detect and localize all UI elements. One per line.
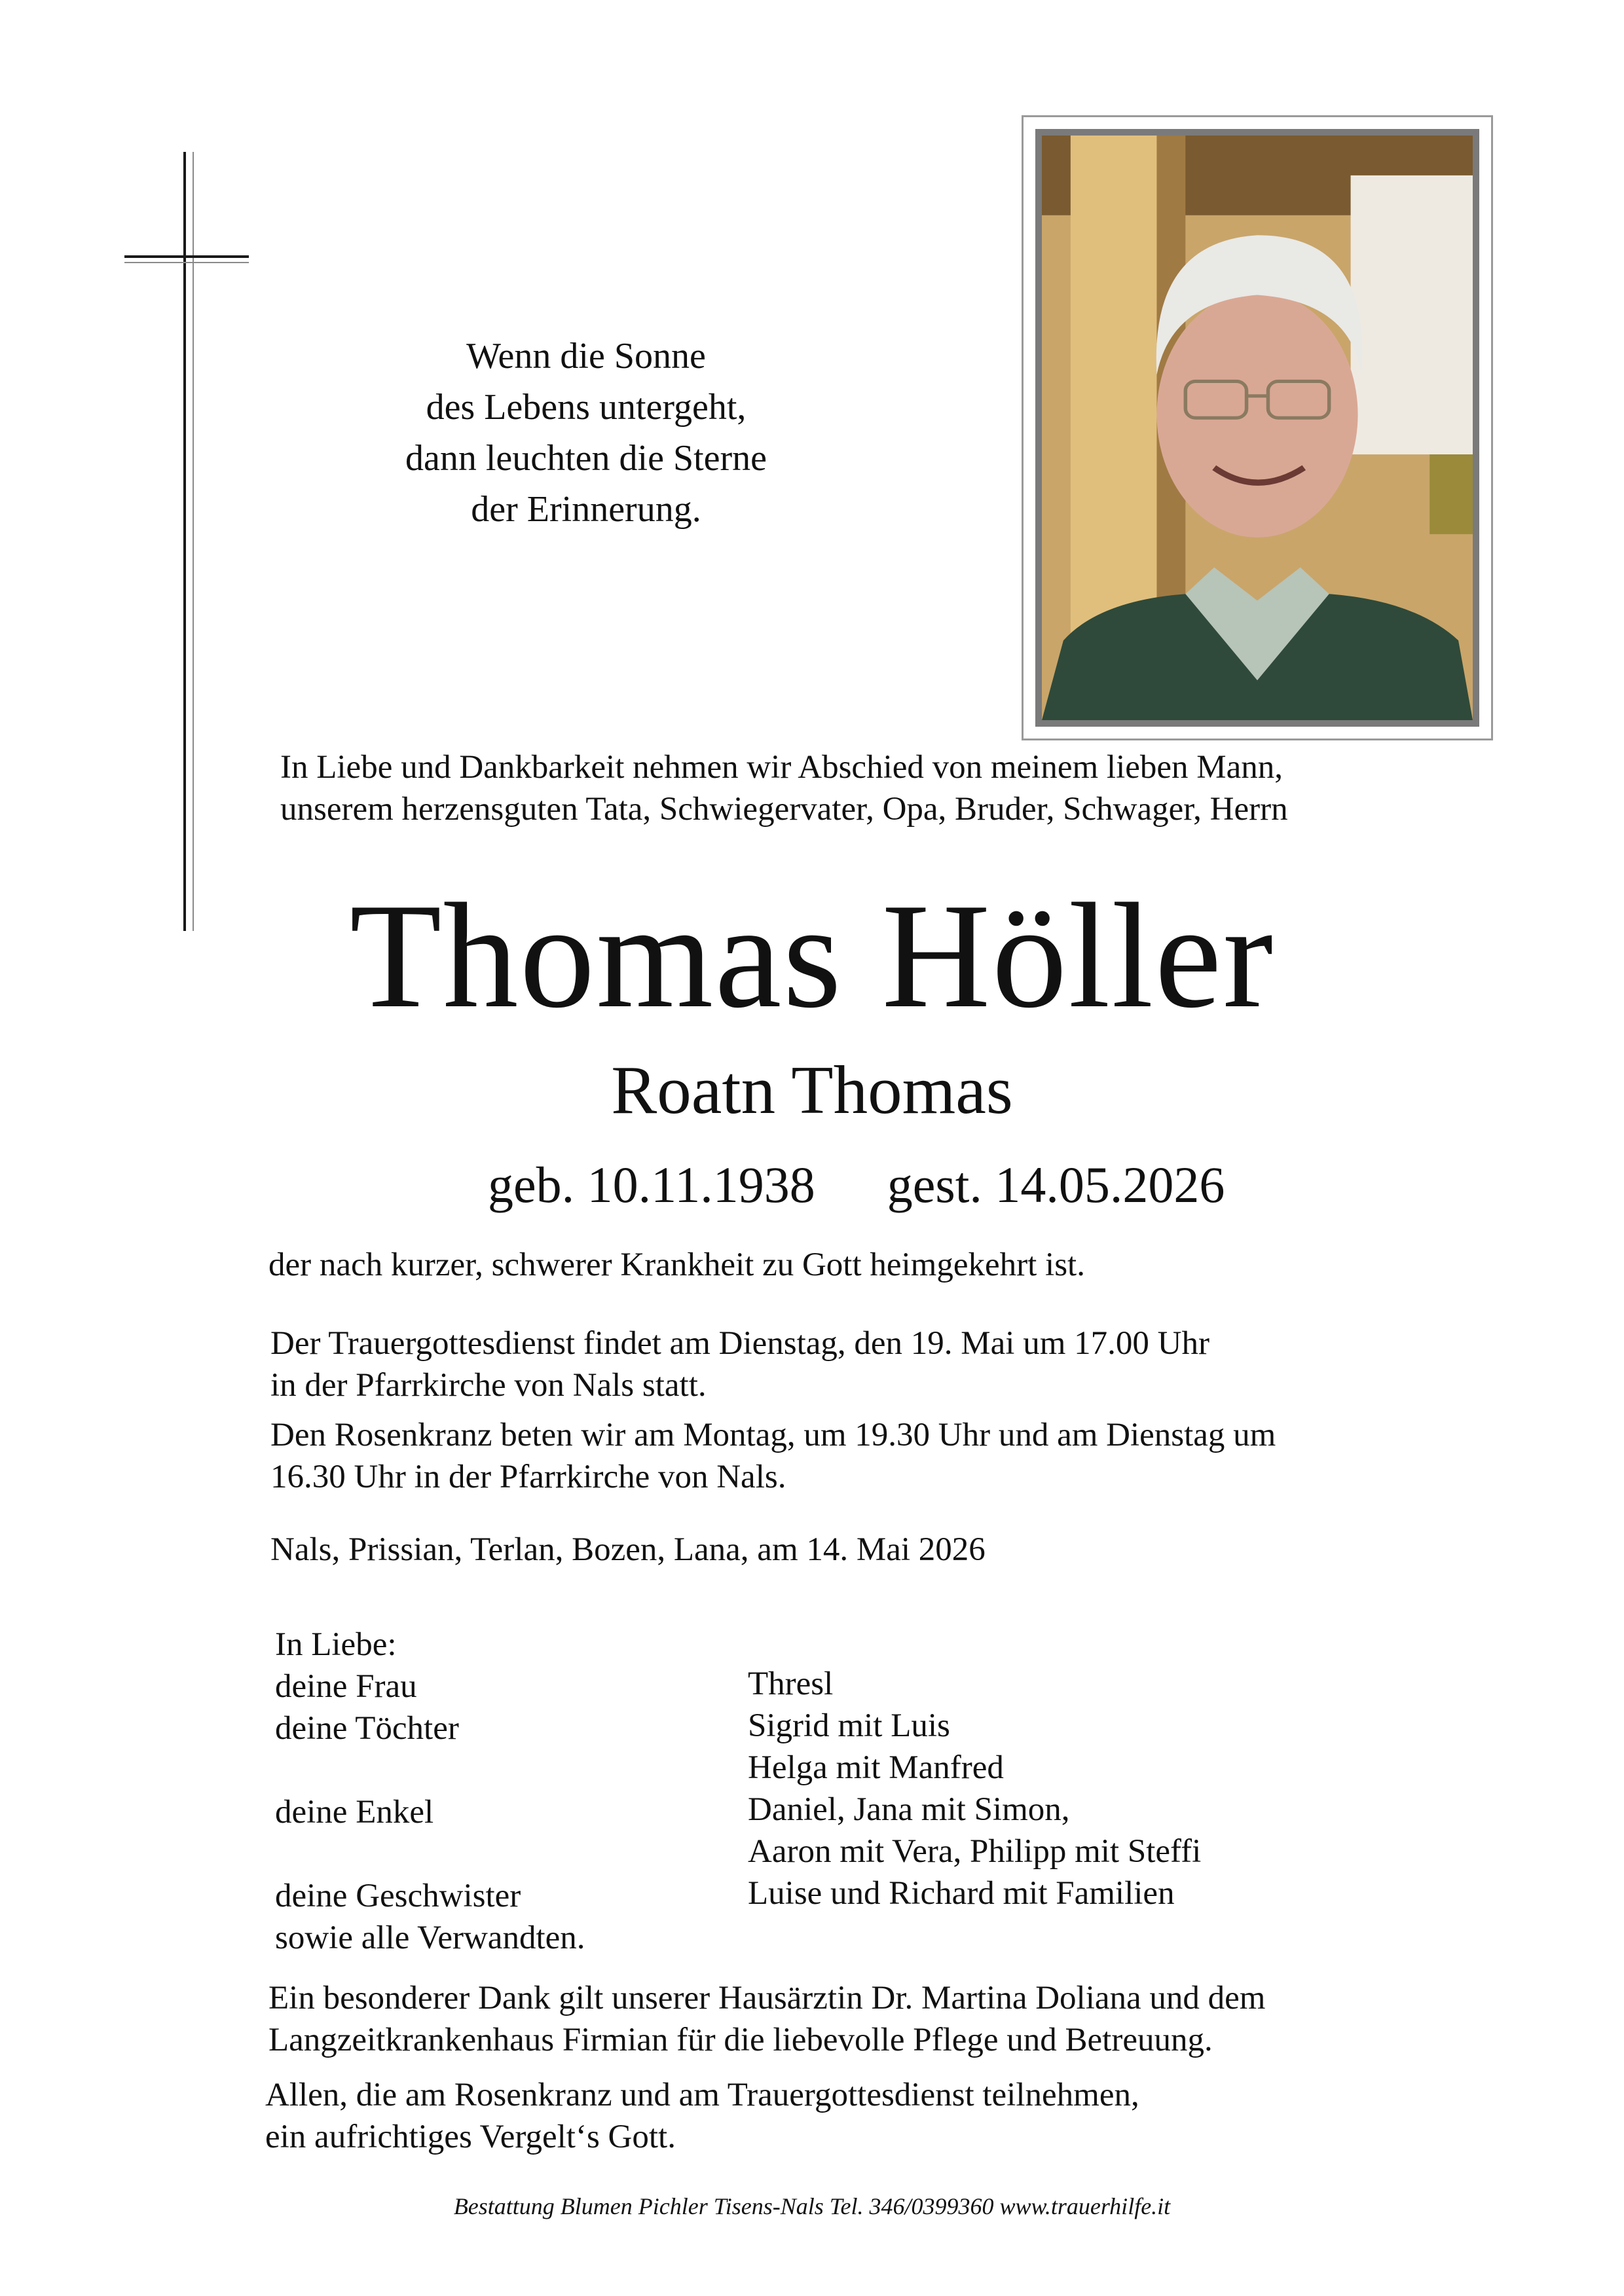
- rosary-line: 16.30 Uhr in der Pfarrkirche von Nals.: [270, 1459, 786, 1495]
- service-text: [270, 1322, 1209, 1406]
- wife-label: deine Frau: [275, 1668, 417, 1705]
- deceased-nickname: Roatn Thomas: [611, 1051, 1013, 1128]
- family-name-line: Thresl: [748, 1666, 834, 1702]
- family-name-line: Luise und Richard mit Familien: [748, 1875, 1175, 1912]
- birth-date: geb. 10.11.1938: [488, 1156, 815, 1213]
- grandchildren-label: deine Enkel: [275, 1794, 434, 1831]
- passing-text: der nach kurzer, schwerer Krankheit zu Gott heimgekehrt ist.: [268, 1247, 1085, 1283]
- service-line: Der Trauergottesdienst findet am Dienstag, den 19. Mai um 17.00 Uhr: [270, 1325, 1209, 1362]
- family-name-line: Helga mit Manfred: [748, 1749, 1004, 1786]
- quote-line: der Erinnerung.: [471, 489, 701, 530]
- closing-line: Allen, die am Rosenkranz und am Trauergottesdienst teilnehmen,: [265, 2077, 1139, 2113]
- closing-line: ein aufrichtiges Vergelt‘s Gott.: [265, 2119, 676, 2155]
- family-intro: In Liebe:: [275, 1626, 397, 1663]
- quote-line: Wenn die Sonne: [466, 336, 706, 376]
- relatives-label: sowie alle Verwandten.: [275, 1920, 585, 1956]
- thanks-line: Langzeitkrankenhaus Firmian für die liebevolle Pflege und Betreuung.: [268, 2022, 1213, 2058]
- closing-text: [265, 2074, 1139, 2158]
- thanks-line: Ein besonderer Dank gilt unserer Hausärztin Dr. Martina Doliana und dem: [268, 1980, 1266, 2016]
- family-labels: [275, 1624, 585, 1959]
- portrait-photo: [1035, 129, 1479, 727]
- daughters-label: deine Töchter: [275, 1710, 459, 1747]
- portrait-photo-frame: [1022, 115, 1493, 740]
- thanks-text: [268, 1977, 1265, 2061]
- service-line: in der Pfarrkirche von Nals statt.: [270, 1367, 707, 1404]
- spacer: [275, 1833, 585, 1875]
- family-name-line: Daniel, Jana mit Simon,: [748, 1791, 1070, 1828]
- siblings-label: deine Geschwister: [275, 1878, 521, 1914]
- spacer: [275, 1749, 585, 1791]
- quote-line: des Lebens untergeht,: [426, 387, 747, 428]
- funeral-home-footer: Bestattung Blumen Pichler Tisens-Nals Tel. 346/0399360 www.trauerhilfe.it: [453, 2193, 1171, 2219]
- rosary-text: [270, 1414, 1276, 1498]
- family-name-line: Aaron mit Vera, Philipp mit Steffi: [748, 1833, 1202, 1870]
- intro-text: [280, 746, 1288, 830]
- cross-vertical-bar: [183, 152, 194, 931]
- family-names: [748, 1663, 1201, 1914]
- intro-line: In Liebe und Dankbarkeit nehmen wir Abschied von meinem lieben Mann,: [280, 749, 1283, 786]
- cross-horizontal-bar: [124, 255, 249, 263]
- death-date: gest. 14.05.2026: [887, 1156, 1225, 1213]
- family-name-line: Sigrid mit Luis: [748, 1707, 950, 1744]
- life-dates: [488, 1156, 1225, 1214]
- place-date: Nals, Prissian, Terlan, Bozen, Lana, am 14. Mai 2026: [270, 1531, 986, 1568]
- intro-line: unserem herzensguten Tata, Schwiegervater, Opa, Bruder, Schwager, Herrn: [280, 791, 1288, 828]
- deceased-name: Thomas Höller: [349, 872, 1275, 1039]
- portrait-illustration: [1042, 136, 1473, 720]
- rosary-line: Den Rosenkranz beten wir am Montag, um 19.30 Uhr und am Dienstag um: [270, 1417, 1276, 1453]
- memorial-quote: [282, 331, 891, 535]
- quote-line: dann leuchten die Sterne: [405, 438, 767, 479]
